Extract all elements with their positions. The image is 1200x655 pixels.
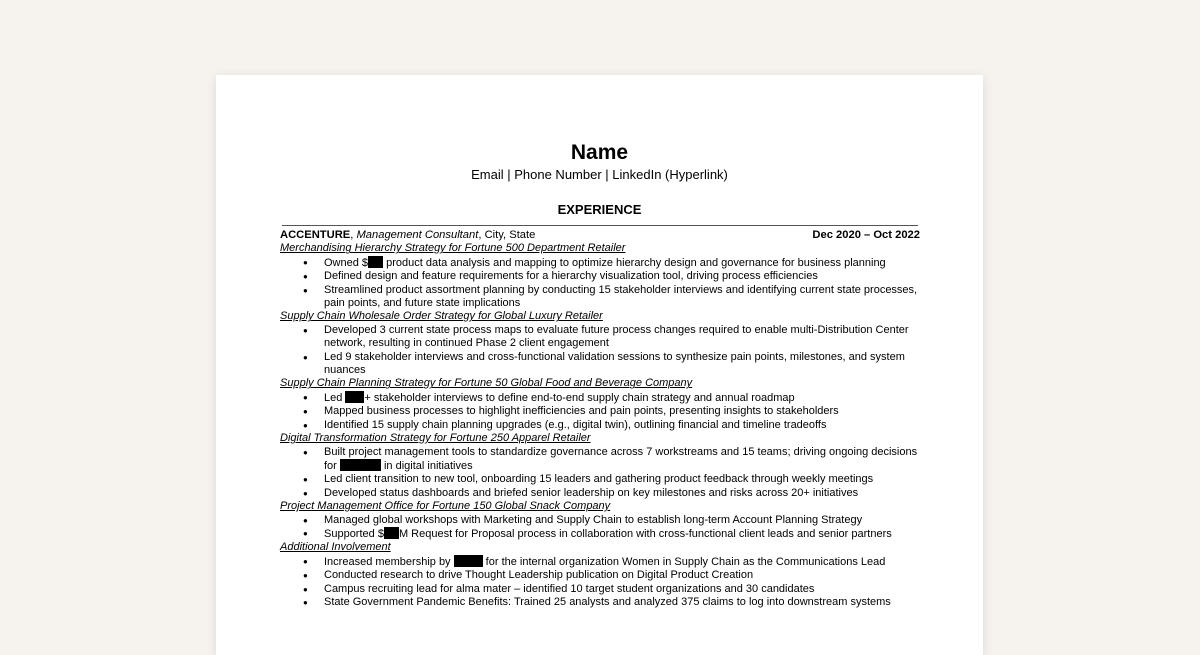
redaction-block xyxy=(340,459,381,471)
bullet-list xyxy=(280,256,920,311)
project-title: Digital Transformation Strategy for Fortune 250 Apparel Retailer xyxy=(280,432,591,445)
project-title: Additional Involvement xyxy=(280,541,391,554)
section-divider xyxy=(282,225,918,226)
project-title: Merchandising Hierarchy Strategy for Fortune 500 Department Retailer xyxy=(280,242,626,255)
list-item: ● Identified 15 supply chain planning upgrades (e.g., digital twin), outlining financial and timeline tradeoffs xyxy=(324,419,920,432)
list-item: ● Developed status dashboards and briefed senior leadership on key milestones and risks across 20+ initiatives xyxy=(324,487,920,500)
bullet-list xyxy=(280,555,920,610)
bullet-list xyxy=(280,446,920,501)
list-item: ● Supported $ M Request for Proposal process in collaboration with cross-functional client leads and senior partners xyxy=(324,527,920,541)
job-dates: Dec 2020 – Oct 2022 xyxy=(812,229,920,241)
redaction-block xyxy=(454,555,483,567)
company-name: ACCENTURE xyxy=(280,229,351,241)
project-title: Supply Chain Wholesale Order Strategy for Global Luxury Retailer xyxy=(280,310,603,323)
job-location: , City, State xyxy=(478,229,536,241)
redaction-block xyxy=(384,527,399,539)
list-item: ● Developed 3 current state process maps to evaluate future process changes required to enable multi-Distribution Center network, resulting in continued Phase 2 client engagement xyxy=(324,324,920,351)
list-item: ● Increased membership by for the internal organization Women in Supply Chain as the Communications Lead xyxy=(324,555,920,569)
bullet-list xyxy=(280,324,920,378)
list-item: ● Managed global workshops with Marketing and Supply Chain to establish long-term Account Planning Strategy xyxy=(324,514,920,527)
section-title-experience: EXPERIENCE xyxy=(557,202,642,217)
list-item: ● Built project management tools to standardize governance across 7 workstreams and 15 teams; driving ongoing decisions for in digital initiatives xyxy=(324,446,920,474)
job-header xyxy=(280,229,920,242)
list-item: ● Led + stakeholder interviews to define end-to-end supply chain strategy and annual roadmap xyxy=(324,391,920,405)
redaction-block xyxy=(345,391,364,403)
list-item: ● Conducted research to drive Thought Leadership publication on Digital Product Creation xyxy=(324,569,920,582)
bullet-list xyxy=(280,514,920,542)
experience-body xyxy=(280,229,920,609)
redaction-block xyxy=(368,256,383,268)
list-item: ● Mapped business processes to highlight inefficiencies and pain points, presenting insights to stakeholders xyxy=(324,405,920,418)
project-title: Project Management Office for Fortune 150 Global Snack Company xyxy=(280,500,611,513)
list-item: ● Led client transition to new tool, onboarding 15 leaders and gathering product feedback through weekly meetings xyxy=(324,473,920,486)
list-item: ● Campus recruiting lead for alma mater – identified 10 target student organizations and 30 candidates xyxy=(324,583,920,596)
resume-name: Name xyxy=(570,141,629,164)
list-item: ● Owned $ product data analysis and mapping to optimize hierarchy design and governance for business planning xyxy=(324,256,920,270)
list-item: ● State Government Pandemic Benefits: Trained 25 analysts and analyzed 375 claims to log into downstream systems xyxy=(324,596,920,609)
contact-line: Email | Phone Number | LinkedIn (Hyperlink) xyxy=(471,167,728,182)
project-title: Supply Chain Planning Strategy for Fortune 50 Global Food and Beverage Company xyxy=(280,377,693,390)
resume-page xyxy=(216,75,983,655)
bullet-list xyxy=(280,391,920,432)
list-item: ● Streamlined product assortment planning by conducting 15 stakeholder interviews and identifying current state processes, pain points, and future state implications xyxy=(324,284,920,311)
comma-separator: , xyxy=(350,229,357,241)
job-title-line xyxy=(280,229,535,242)
list-item: ● Led 9 stakeholder interviews and cross-functional validation sessions to synthesize pain points, milestones, and system nuances xyxy=(324,351,920,378)
job-role: Management Consultant xyxy=(356,229,479,241)
list-item: ● Defined design and feature requirements for a hierarchy visualization tool, driving process efficiencies xyxy=(324,270,920,283)
